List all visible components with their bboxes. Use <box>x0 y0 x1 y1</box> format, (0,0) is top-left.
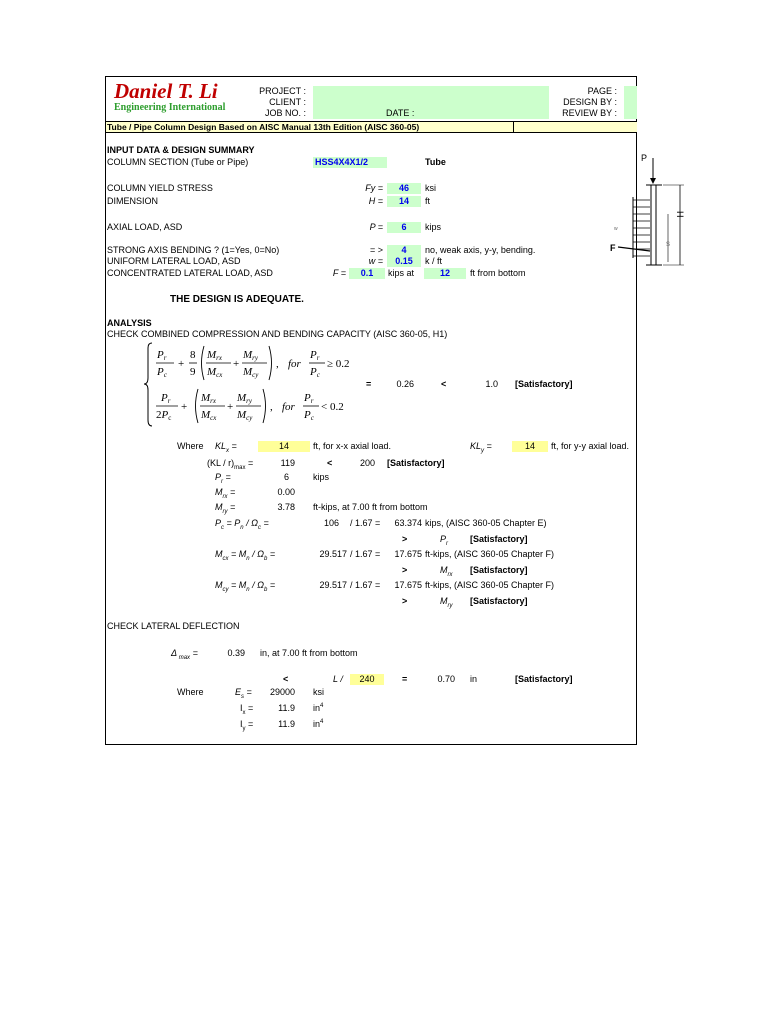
client-label: CLIENT : <box>269 97 306 107</box>
w-symbol: w = <box>368 256 383 266</box>
mcx-divisor: / 1.67 = <box>350 549 381 559</box>
concentrated-load-label: CONCENTRATED LATERAL LOAD, ASD <box>107 268 273 278</box>
es-value: 29000 <box>269 687 295 697</box>
page-label: PAGE : <box>587 86 617 96</box>
axial-load-label: AXIAL LOAD, ASD <box>107 222 183 232</box>
diagram-p-label: P <box>641 153 648 163</box>
strong-axis-note: no, weak axis, y-y, bending. <box>425 245 536 255</box>
ix-value: 11.9 <box>278 703 295 713</box>
mcx-note: ft-kips, (AISC 360-05 Chapter F) <box>425 549 555 559</box>
pr-unit: kips <box>313 472 330 482</box>
iy-unit: in <box>313 719 321 729</box>
company-logo-name: Daniel T. Li <box>114 79 218 103</box>
project-info-field[interactable] <box>313 86 549 119</box>
svg-text:Pr: Pr <box>157 349 167 362</box>
klx-input[interactable]: 14 <box>258 441 310 452</box>
strong-axis-symbol: = > <box>369 245 383 255</box>
design-result: THE DESIGN IS ADEQUATE. <box>170 294 304 305</box>
mcy-value: 17.675 <box>394 580 422 590</box>
pc-value: 63.374 <box>394 518 422 528</box>
svg-text:Mry: Mry <box>243 349 259 362</box>
column-shape <box>651 185 656 265</box>
kly-note: ft, for y-y axial load. <box>551 441 630 451</box>
klr-value: 119 <box>280 458 295 468</box>
deflection-limit: 0.70 <box>437 674 455 684</box>
where-label: Where <box>177 441 204 451</box>
sheet-title: Tube / Pipe Column Design Based on AISC Manual 13th Edition (AISC 360-05) <box>107 122 420 132</box>
deflection-status: [Satisfactory] <box>515 674 573 684</box>
w-unit: k / ft <box>425 256 443 266</box>
svg-text:Mry: Mry <box>237 392 253 405</box>
where-label-2: Where <box>177 687 204 697</box>
svg-text:Mcx: Mcx <box>201 409 217 422</box>
fy-input[interactable]: 46 <box>387 183 421 194</box>
svg-text:+: + <box>227 401 234 413</box>
iy-value: 11.9 <box>278 719 295 729</box>
mcx-status: [Satisfactory] <box>470 565 528 575</box>
dmax-note: in, at 7.00 ft from bottom <box>260 648 358 658</box>
h-symbol: H = <box>368 196 383 206</box>
strong-axis-input[interactable]: 4 <box>387 245 421 256</box>
pc-status: [Satisfactory] <box>470 534 528 544</box>
svg-text:for: for <box>282 401 295 413</box>
check-combined-heading: CHECK COMBINED COMPRESSION AND BENDING CAPACITY (AISC 360-05, H1) <box>107 329 448 339</box>
mcy-divisor: / 1.67 = <box>350 580 381 590</box>
p-symbol: P = <box>369 222 383 232</box>
interaction-limit: 1.0 <box>485 379 498 389</box>
section-type: Tube <box>425 157 446 167</box>
job-no-label: JOB NO. : <box>264 108 306 118</box>
kly-input[interactable]: 14 <box>512 441 548 452</box>
svg-text:Pr: Pr <box>304 392 314 405</box>
svg-text:Pr: Pr <box>310 349 320 362</box>
svg-text:Mcy: Mcy <box>237 409 253 422</box>
svg-text:Mcy: Mcy <box>243 366 259 379</box>
column-load-diagram <box>600 150 690 272</box>
design-by-label: DESIGN BY : <box>563 97 617 107</box>
interaction-status: [Satisfactory] <box>515 379 573 389</box>
mrx-value: 0.00 <box>277 487 295 497</box>
mcy-status: [Satisfactory] <box>470 596 528 606</box>
svg-text:for: for <box>288 358 301 370</box>
interaction-equation <box>143 340 363 430</box>
mcx-gt: > <box>402 565 408 575</box>
page-info-fill <box>624 86 636 119</box>
input-heading: INPUT DATA & DESIGN SUMMARY <box>107 145 255 155</box>
column-section-label: COLUMN SECTION (Tube or Pipe) <box>107 157 249 167</box>
svg-text:,: , <box>276 358 279 370</box>
klr-limit: 200 <box>359 458 375 468</box>
klr-op: < <box>327 458 333 468</box>
review-by-label: REVIEW BY : <box>562 108 617 118</box>
klr-status: [Satisfactory] <box>387 458 445 468</box>
f-location-unit: ft from bottom <box>470 268 526 278</box>
svg-text:+: + <box>233 358 240 370</box>
mnx-value: 29.517 <box>319 549 347 559</box>
svg-text:Mrx: Mrx <box>201 392 217 405</box>
svg-text:+: + <box>178 358 185 370</box>
p-unit: kips <box>425 222 442 232</box>
fy-symbol: Fy = <box>365 183 383 193</box>
mcx-value: 17.675 <box>394 549 422 559</box>
pn-value: 106 <box>323 518 339 528</box>
pc-divisor: / 1.67 = <box>350 518 381 528</box>
h-unit: ft <box>425 196 431 206</box>
company-logo-subtitle: Engineering International <box>114 102 226 113</box>
mcy-note: ft-kips, (AISC 360-05 Chapter F) <box>425 580 555 590</box>
svg-text:+: + <box>181 401 188 413</box>
deflection-limit-input[interactable]: 240 <box>350 674 384 685</box>
svg-text:Pc: Pc <box>310 366 320 379</box>
svg-text:Pr: Pr <box>161 392 171 405</box>
interaction-value: 0.26 <box>396 379 414 389</box>
strong-axis-label: STRONG AXIS BENDING ? (1=Yes, 0=No) <box>107 245 280 255</box>
w-input[interactable]: 0.15 <box>387 256 421 267</box>
interaction-op: < <box>441 379 447 389</box>
diagram-f-label: F <box>610 243 616 253</box>
svg-text:Pc: Pc <box>157 366 167 379</box>
uniform-load-arrows <box>633 200 650 256</box>
svg-text:< 0.2: < 0.2 <box>321 401 344 413</box>
f-unit: kips at <box>388 268 415 278</box>
deflection-unit: in <box>470 674 478 684</box>
mny-value: 29.517 <box>319 580 347 590</box>
svg-text:≥ 0.2: ≥ 0.2 <box>327 358 350 370</box>
project-label: PROJECT : <box>259 86 306 96</box>
f-input[interactable]: 0.1 <box>349 268 385 279</box>
column-section-input[interactable]: HSS4X4X1/2 <box>313 157 387 168</box>
fy-unit: ksi <box>425 183 436 193</box>
svg-text:,: , <box>270 401 273 413</box>
svg-text:Pc: Pc <box>304 409 314 422</box>
f-symbol: F = <box>332 268 346 278</box>
svg-text:9: 9 <box>190 366 196 378</box>
f-location-input[interactable]: 12 <box>424 268 466 279</box>
ix-unit: in <box>313 703 321 713</box>
dmax-value: 0.39 <box>227 648 245 658</box>
pc-gt: > <box>402 534 408 544</box>
diagram-s-label: S <box>666 242 671 248</box>
axial-load-arrowhead <box>650 178 656 184</box>
check-deflection-heading: CHECK LATERAL DEFLECTION <box>107 621 240 631</box>
pr-value: 6 <box>283 472 289 482</box>
mcy-gt: > <box>402 596 408 606</box>
deflection-op: < <box>283 674 289 684</box>
uniform-load-label: UNIFORM LATERAL LOAD, ASD <box>107 256 241 266</box>
svg-text:Mrx: Mrx <box>207 349 223 362</box>
analysis-heading: ANALYSIS <box>107 318 152 328</box>
h-input[interactable]: 14 <box>387 196 421 207</box>
date-label: DATE : <box>386 108 415 118</box>
deflection-eq: = <box>402 674 408 684</box>
svg-text:Mcx: Mcx <box>207 366 223 379</box>
mry-note: ft-kips, at 7.00 ft from bottom <box>313 502 428 512</box>
svg-text:8: 8 <box>190 349 196 361</box>
diagram-w-label: w <box>614 226 618 232</box>
svg-text:2Pc: 2Pc <box>156 409 172 422</box>
diagram-h-label: H <box>675 211 685 218</box>
p-input[interactable]: 6 <box>387 222 421 233</box>
dimension-label: DIMENSION <box>107 196 159 206</box>
klx-note: ft, for x-x axial load. <box>313 441 392 451</box>
pc-note: kips, (AISC 360-05 Chapter E) <box>425 518 547 528</box>
mry-value: 3.78 <box>277 502 295 512</box>
title-bar-divider <box>513 122 514 132</box>
es-unit: ksi <box>313 687 324 697</box>
fy-label: COLUMN YIELD STRESS <box>107 183 213 193</box>
